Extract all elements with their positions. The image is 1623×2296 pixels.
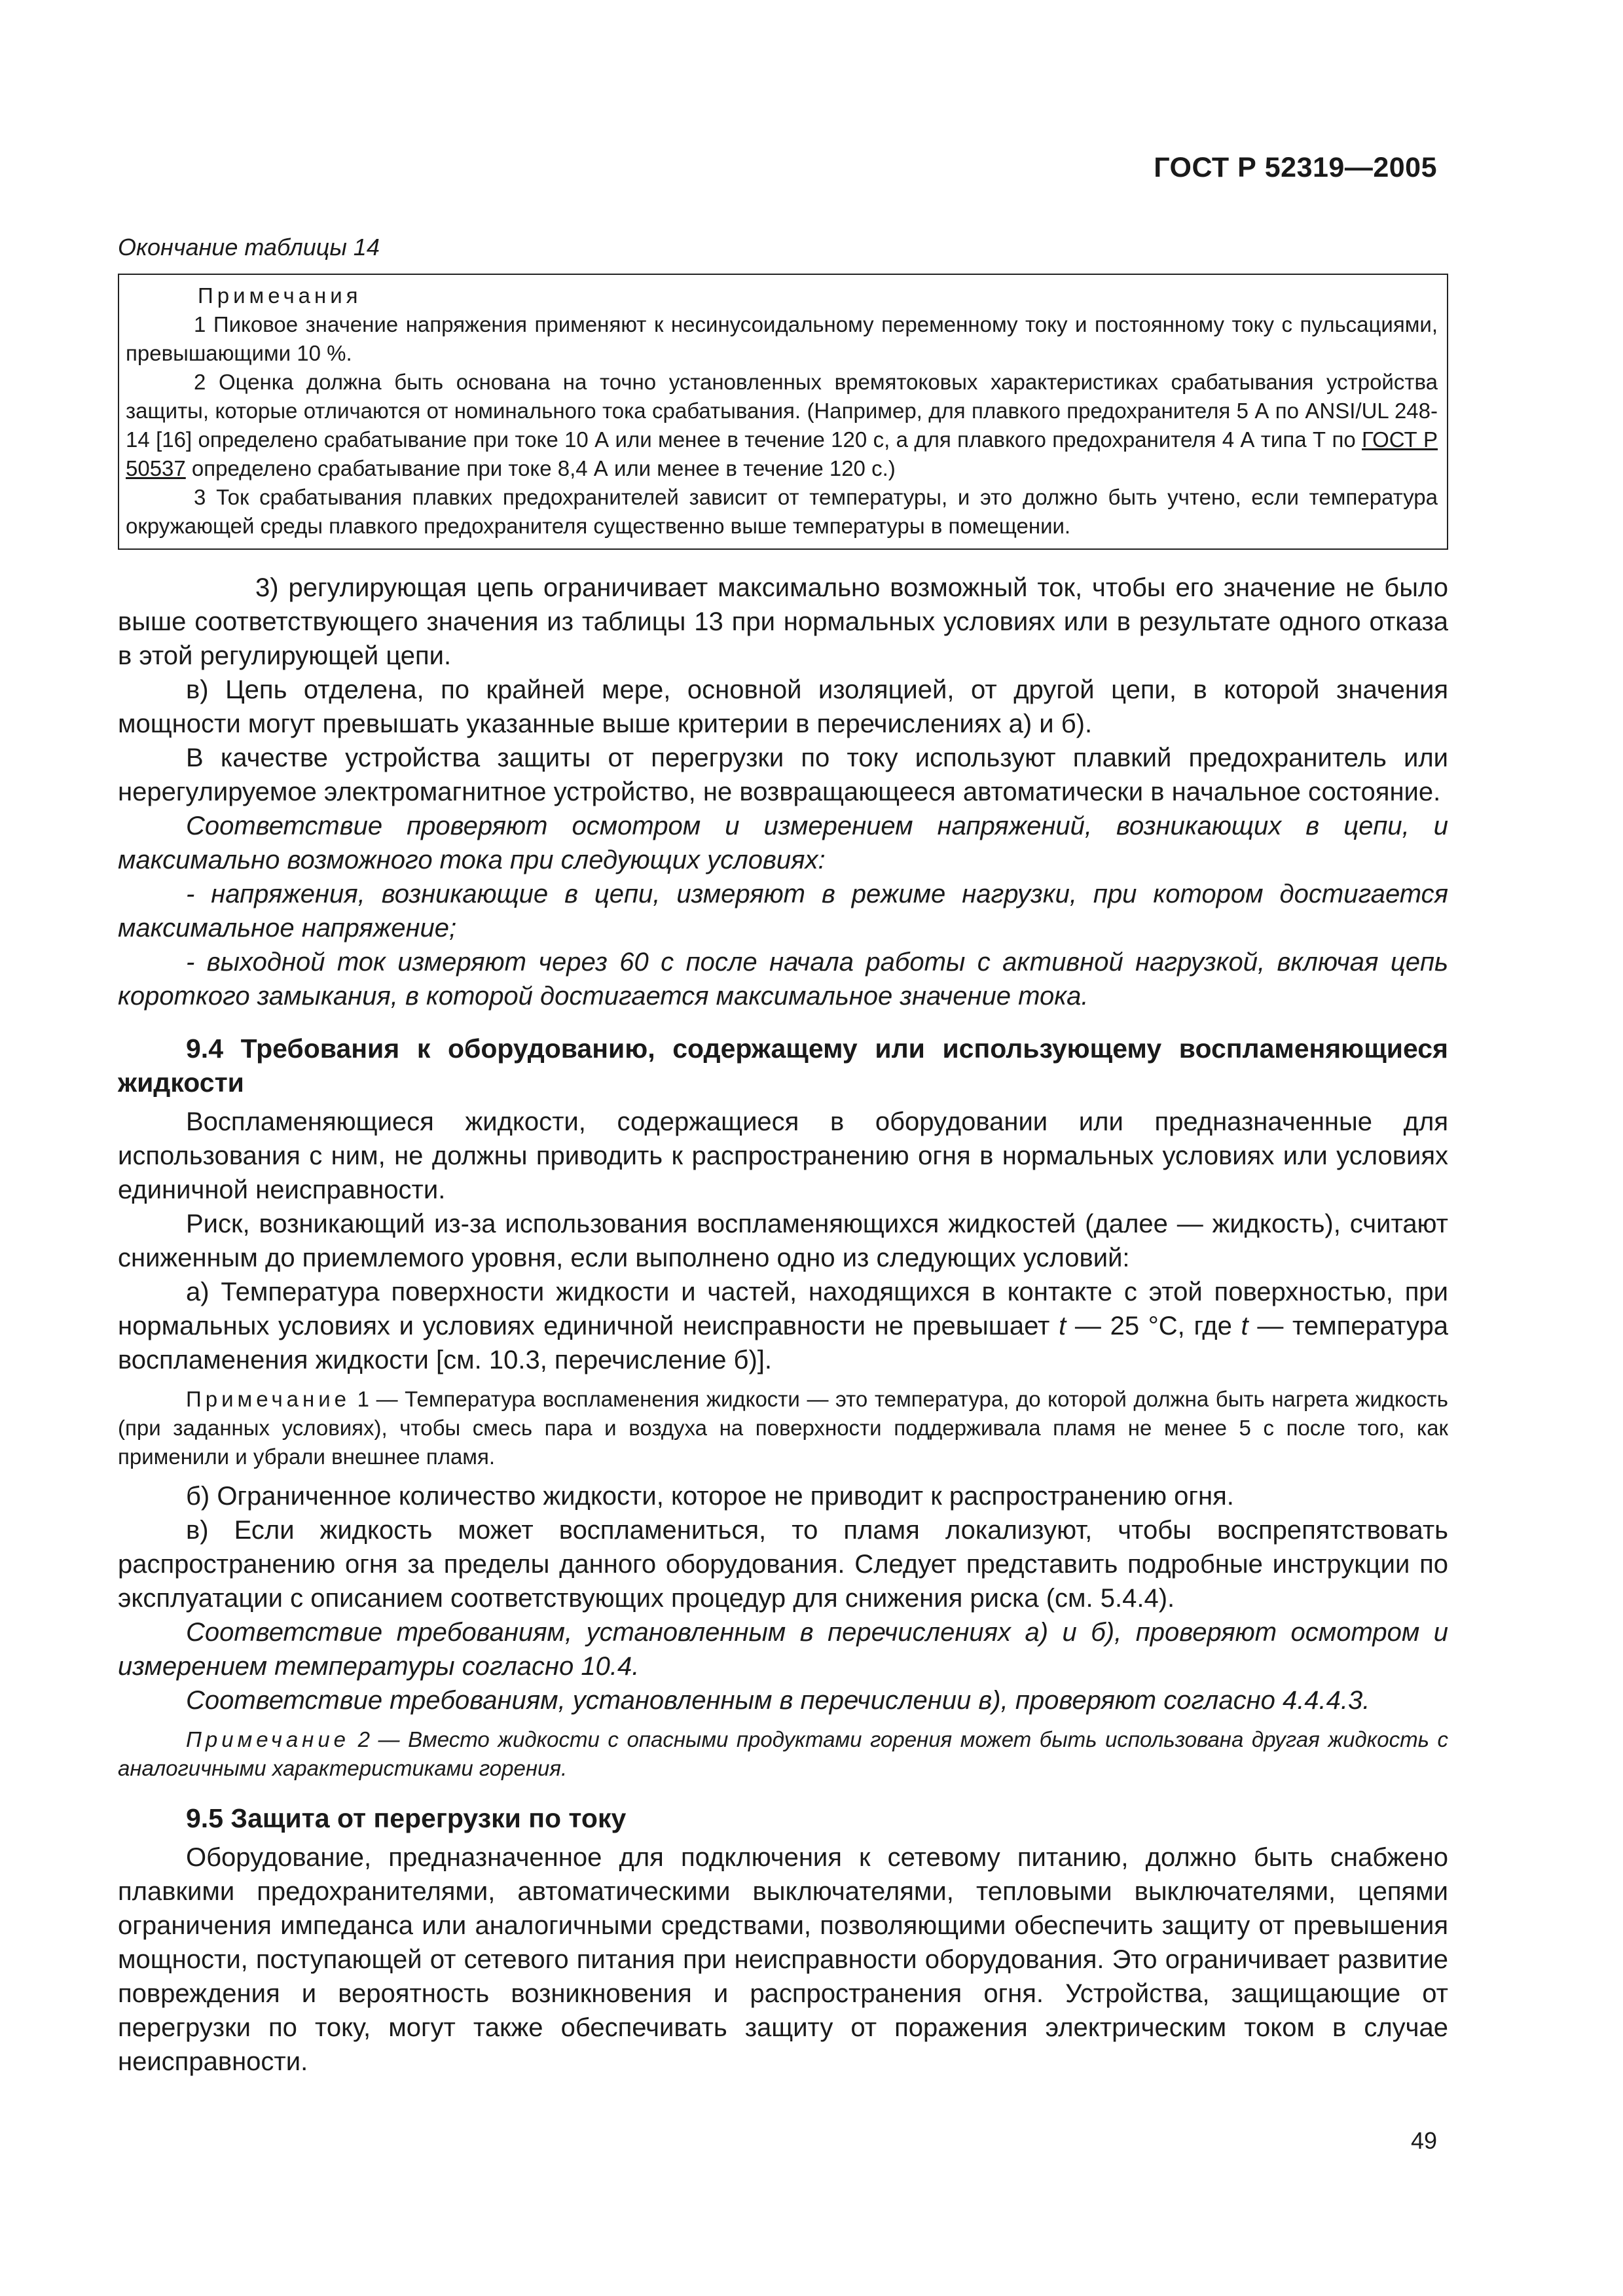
- note-1-label: Примечание: [186, 1387, 351, 1411]
- table-notes-box: [118, 274, 1448, 550]
- table-note-2-text-end: определено срабатывание при токе 8,4 А или менее в течение 120 с.): [185, 456, 896, 480]
- note-1-text: 1 — Температура воспламенения жидкости — это температура, до которой должна быть нагрета жидкость (при заданных условиях), чтобы смесь пара и воздуха на поверхности поддерживала пламя не менее 5 с после того, как применили и убрали внешнее пламя.: [118, 1387, 1448, 1469]
- section-9-4-note-2: [118, 1725, 1448, 1783]
- section-9-4-paragraph-2: Риск, возникающий из-за использования воспламеняющихся жидкостей (далее — жидкость), считают сниженным до приемлемого уровня, если выполнено одно из следующих условий:: [118, 1210, 1448, 1272]
- section-9-4-item-a: [118, 1275, 1448, 1377]
- paragraph-item-3: 3) регулирующая цепь ограничивает максимально возможный ток, чтобы его значение не было выше соответствующего значения из таблицы 13 при нормальных условиях или в результате одного отказа в этой регулирующей цепи.: [118, 573, 1448, 670]
- paragraph-protection-device: В качестве устройства защиты от перегрузки по току используют плавкий предохранитель или нерегулируемое электромагнитное устройство, не возвращающееся автоматически в начальное состояние.: [118, 744, 1448, 806]
- paragraph-compliance-check: Соответствие проверяют осмотром и измерением напряжений, возникающих в цепи, и максимально возможного тока при следующих условиях:: [118, 812, 1448, 874]
- item-a-text-1: а) Температура поверхности жидкости и частей, находящихся в контакте с этой поверхностью, при нормальных условиях и условиях единичной неисправности не превышает: [118, 1278, 1448, 1340]
- standard-code: ГОСТ Р 52319—2005: [1154, 152, 1437, 183]
- table-note-2: [126, 368, 1438, 483]
- item-a-text-3: — температура воспламенения жидкости [см. 10.3, перечисление б)].: [118, 1312, 1448, 1374]
- table-caption: Окончание таблицы 14: [118, 234, 380, 260]
- note-2-label: Примечание: [186, 1727, 350, 1751]
- section-heading-9-5: 9.5 Защита от перегрузки по току: [186, 1803, 627, 1833]
- symbol-t-1: t: [1059, 1312, 1067, 1340]
- paragraph-current-condition: - выходной ток измеряют через 60 с после начала работы с активной нагрузкой, включая цепь короткого замыкания, в которой достигается максимальное значение тока.: [118, 948, 1448, 1011]
- table-note-2-text-start: 2 Оценка должна быть основана на точно установленных времятоковых характеристиках срабатывания устройства защиты, которые отличаются от номинального тока срабатывания. (Например, для плавкого предохранителя 5 А по ANSI/UL 248-14 [16] определено срабатывание при токе 10 А или менее в течение 120 с, а для плавкого предохранителя 4 А типа Т по: [126, 370, 1438, 452]
- note-2-text: 2 — Вместо жидкости с опасными продуктами горения может быть использована другая жидкость с аналогичными характеристиками горения.: [118, 1727, 1448, 1780]
- item-a-text-2: — 25 °С, где: [1066, 1312, 1241, 1340]
- page-content: [118, 230, 1448, 2079]
- notes-heading: Примечания: [198, 283, 362, 308]
- section-heading-9-4: 9.4 Требования к оборудованию, содержащему или использующему воспламеняющиеся жидкости: [118, 1033, 1448, 1098]
- section-9-4-note-1: [118, 1385, 1448, 1471]
- section-9-4-item-b: б) Ограниченное количество жидкости, которое не приводит к распространению огня.: [186, 1482, 1234, 1511]
- paragraph-voltage-condition: - напряжения, возникающие в цепи, измеряют в режиме нагрузки, при котором достигается максимальное напряжение;: [118, 880, 1448, 942]
- gost-50537-link[interactable]: ГОСТ Р 50537: [126, 427, 1438, 480]
- section-9-4-item-v: в) Если жидкость может воспламениться, то пламя локализуют, чтобы воспрепятствовать распространению огня за пределы данного оборудования. Следует представить подробные инструкции по эксплуатации с описанием соответствующих процедур для снижения риска (см. 5.4.4).: [118, 1516, 1448, 1613]
- section-9-4-compliance-1: Соответствие требованиям, установленным в перечислениях а) и б), проверяют осмотром и измерением температуры согласно 10.4.: [118, 1618, 1448, 1681]
- section-9-4-paragraph-1: Воспламеняющиеся жидкости, содержащиеся в оборудовании или предназначенные для использования с ним, не должны приводить к распространению огня в нормальных условиях или условиях единичной неисправности.: [118, 1107, 1448, 1204]
- section-9-5-paragraph-1: Оборудование, предназначенное для подключения к сетевому питанию, должно быть снабжено плавкими предохранителями, автоматическими выключателями, тепловыми выключателями, цепями ограничения импеданса или аналогичными средствами, позволяющими обеспечить защиту от превышения мощности, поступающей от сетевого питания при неисправности оборудования. Это ограничивает развитие повреждения и вероятность возникновения и распространения огня. Устройства, защищающие от перегрузки по току, могут также обеспечивать защиту от поражения электрическим током в случае неисправности.: [118, 1843, 1448, 2076]
- symbol-t-2: t: [1241, 1312, 1249, 1340]
- paragraph-item-v: в) Цепь отделена, по крайней мере, основной изоляцией, от другой цепи, в которой значения мощности могут превышать указанные выше критерии в перечислениях а) и б).: [118, 675, 1448, 738]
- section-9-4-compliance-2: Соответствие требованиям, установленным в перечислении в), проверяют согласно 4.4.4.3.: [186, 1686, 1370, 1715]
- table-note-3: 3 Ток срабатывания плавких предохранителей зависит от температуры, и это должно быть учтено, если температура окружающей среды плавкого предохранителя существенно выше температуры в помещении.: [126, 485, 1438, 538]
- page-number: 49: [1410, 2127, 1437, 2154]
- table-note-1: 1 Пиковое значение напряжения применяют к несинусоидальному переменному току и постоянному току с пульсациями, превышающими 10 %.: [126, 312, 1438, 365]
